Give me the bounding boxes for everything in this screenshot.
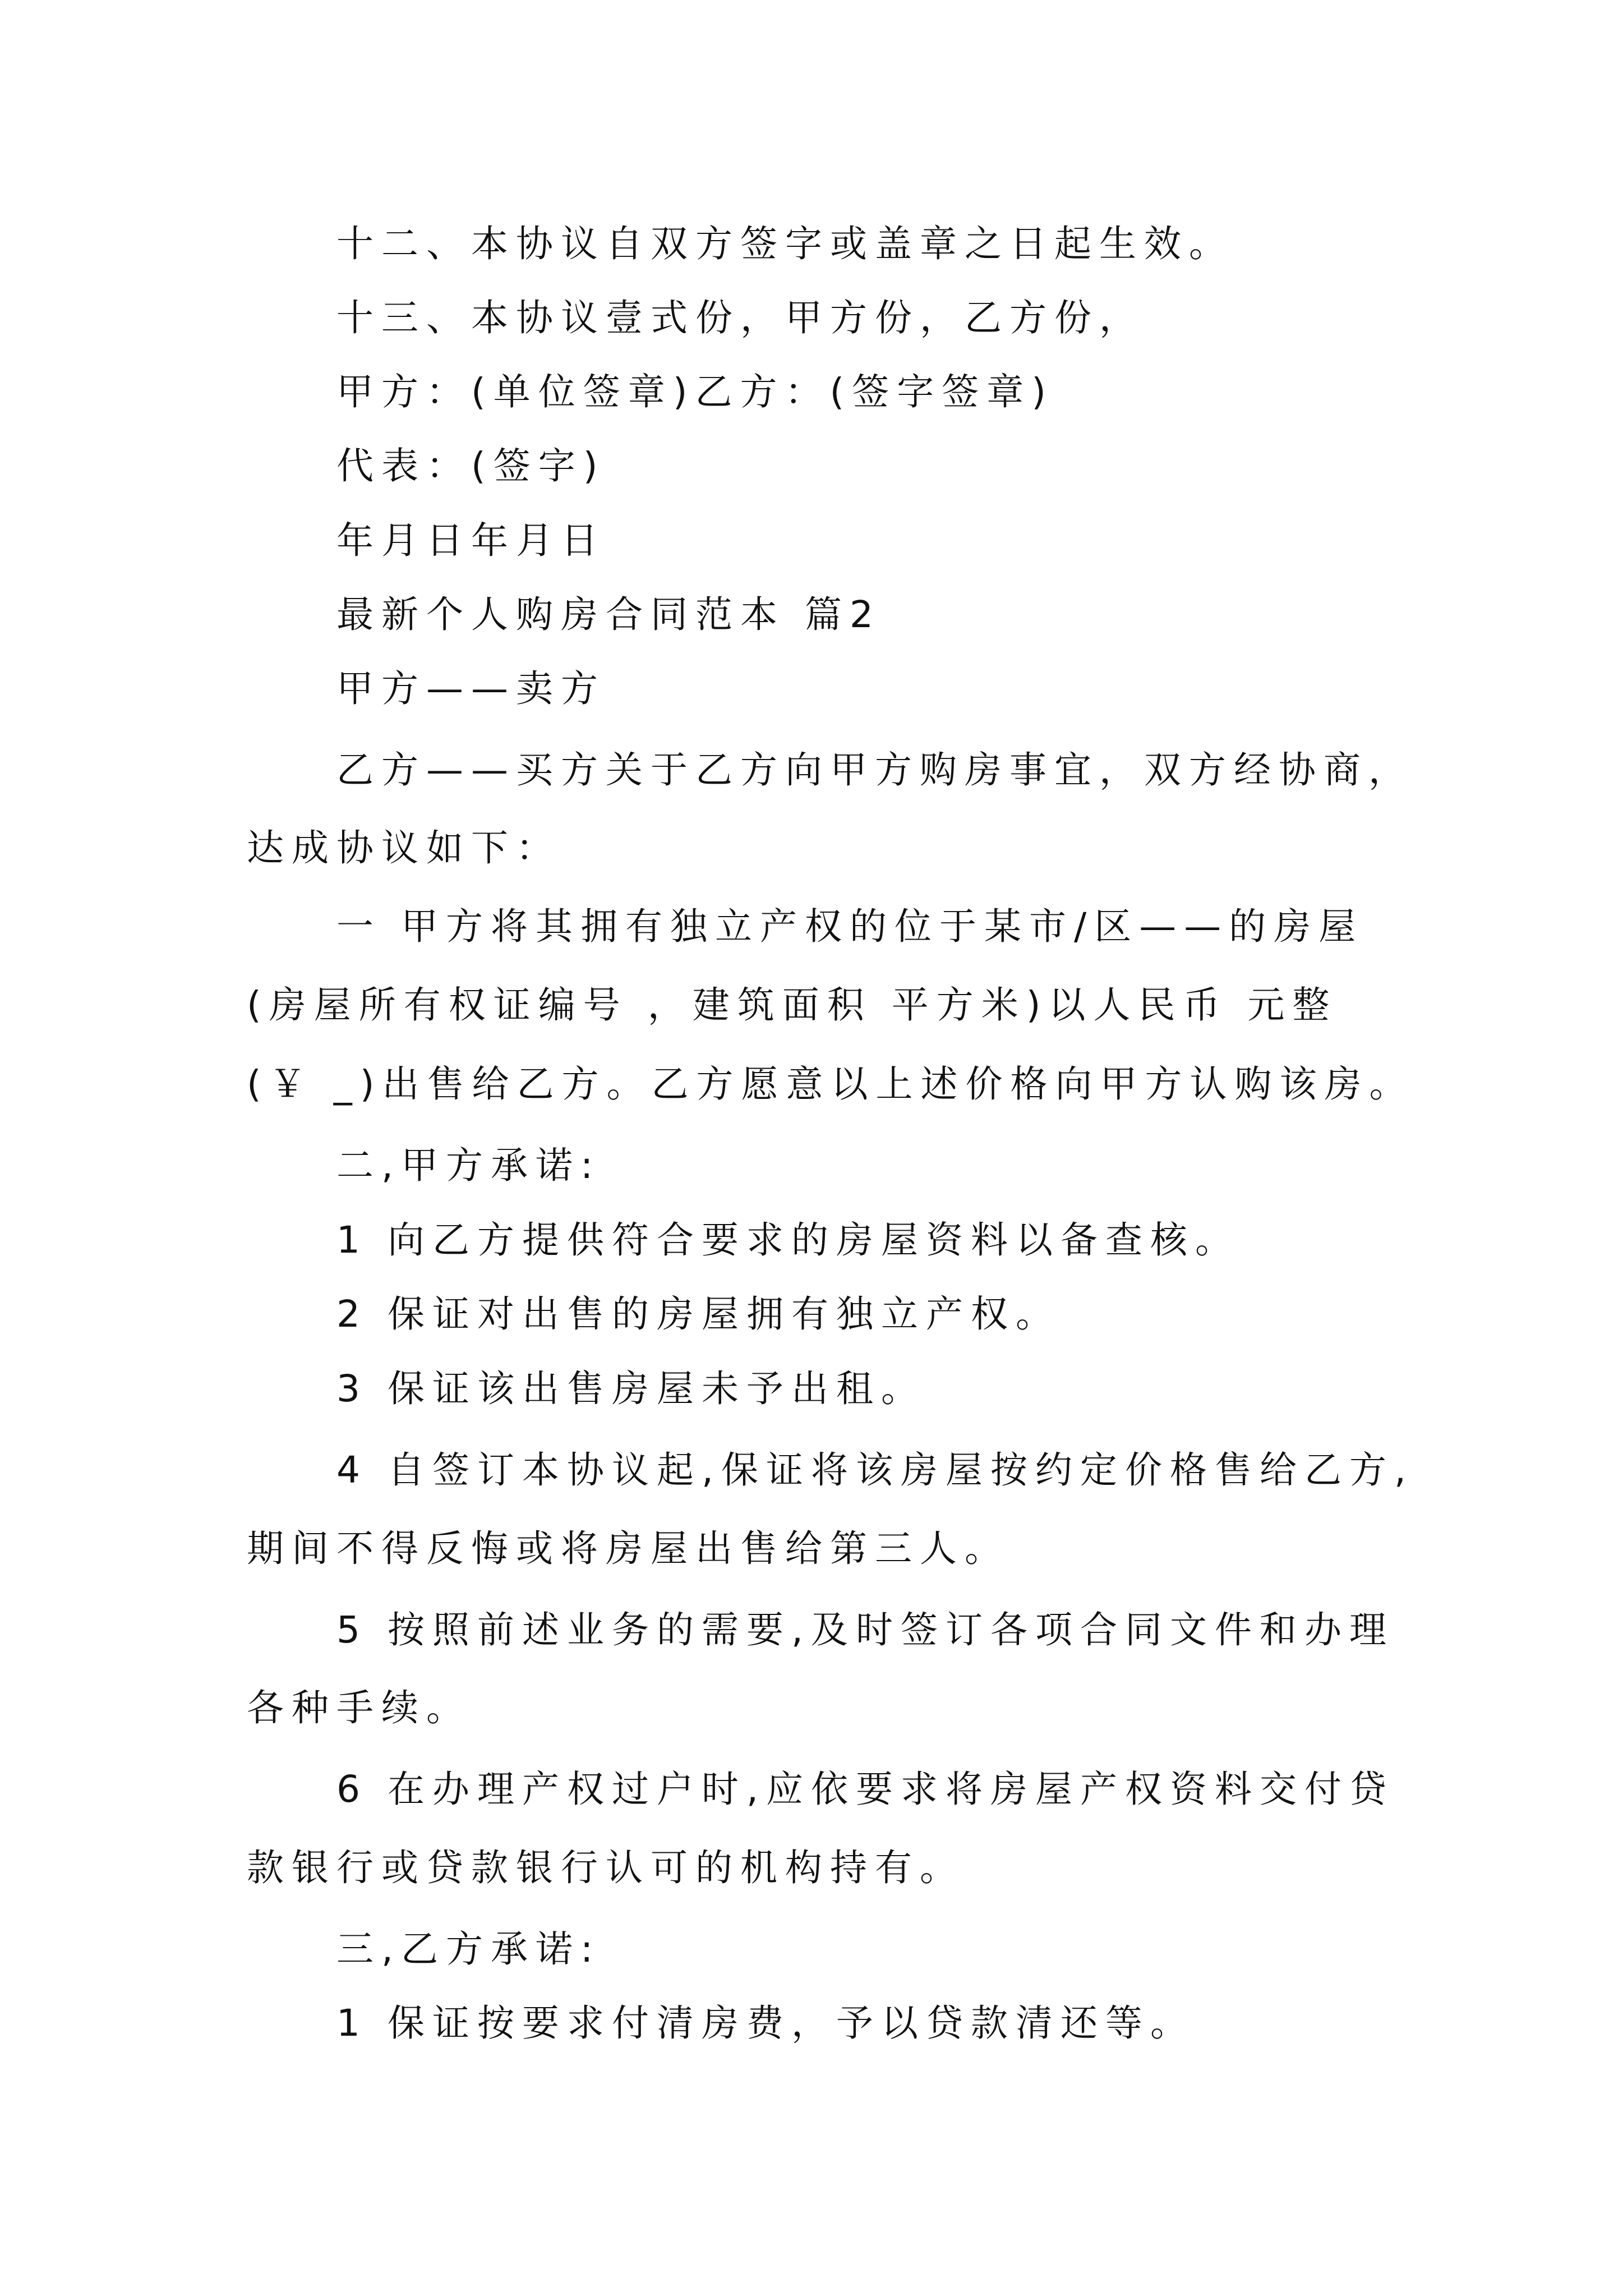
article-two-item-6-cont: 款银行或贷款银行认可的机构持有。 — [247, 1846, 965, 1889]
signature-parties: 甲方：(单位签章)乙方：(签字签章) — [336, 370, 1054, 413]
signature-dates: 年月日年月日 — [336, 519, 606, 562]
party-b-intro-cont: 达成协议如下： — [247, 826, 561, 869]
article-two-item-3: 3 保证该出售房屋未予出租。 — [336, 1367, 926, 1410]
article-three-item-1: 1 保证按要求付清房费，予以贷款清还等。 — [336, 2001, 1195, 2045]
article-two-item-4-cont: 期间不得反悔或将房屋出售给第三人。 — [247, 1527, 1009, 1570]
article-two-item-4: 4 自签订本协议起,保证将该房屋按约定价格售给乙方, — [336, 1448, 1414, 1492]
article-two-item-6: 6 在办理产权过户时,应依要求将房屋产权资料交付贷 — [336, 1768, 1394, 1811]
party-b-intro: 乙方——买方关于乙方向甲方购房事宜，双方经协商， — [336, 748, 1413, 792]
article-two-item-5-cont: 各种手续。 — [247, 1686, 471, 1729]
article-two-heading: 二,甲方承诺: — [336, 1144, 601, 1187]
clause-twelve: 十二、本协议自双方签字或盖章之日起生效。 — [336, 222, 1234, 265]
article-two-item-2: 2 保证对出售的房屋拥有独立产权。 — [336, 1292, 1061, 1336]
article-one: 一 甲方将其拥有独立产权的位于某市/区——的房屋 — [336, 905, 1364, 948]
clause-thirteen: 十三、本协议壹式份，甲方份，乙方份， — [336, 296, 1144, 339]
article-two-item-1: 1 向乙方提供符合要求的房屋资料以备查核。 — [336, 1218, 1240, 1262]
article-one-cont-2: (￥ _)出售给乙方。乙方愿意以上述价格向甲方认购该房。 — [247, 1062, 1414, 1106]
signature-representative: 代表：(签字) — [336, 444, 606, 487]
party-a-seller: 甲方——卖方 — [336, 667, 606, 710]
article-three-heading: 三,乙方承诺: — [336, 1927, 601, 1971]
section-title: 最新个人购房合同范本 篇2 — [336, 593, 881, 636]
article-one-cont-1: (房屋所有权证编号 ，建筑面积 平方米)以人民币 元整 — [247, 983, 1338, 1027]
article-two-item-5: 5 按照前述业务的需要,及时签订各项合同文件和办理 — [336, 1608, 1394, 1651]
